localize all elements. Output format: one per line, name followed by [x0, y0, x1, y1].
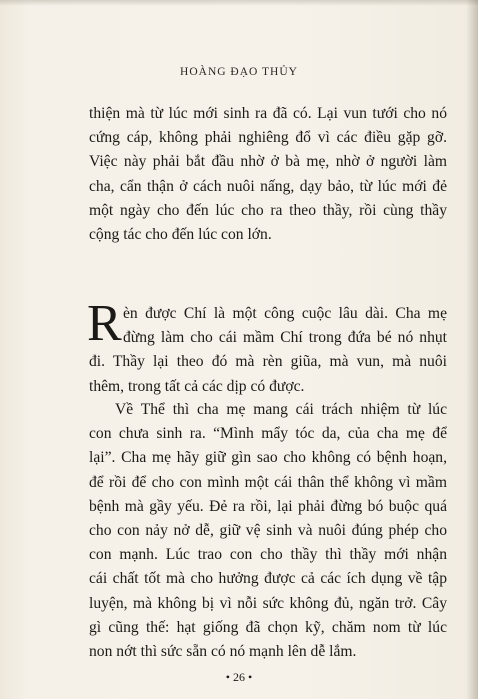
text-line: con mạnh. Lúc trao con cho thầy thì thầy mới nhận [89, 546, 447, 564]
page-top-shadow [0, 0, 478, 6]
paragraph-2 [87, 295, 447, 399]
text-line: con chưa sinh ra. “Mình mẩy tóc da, của cha mẹ để [89, 425, 447, 443]
text-line: cộng tác cho đến lúc con lớn. [89, 226, 272, 244]
running-header: HOÀNG ĐẠO THỦY [180, 66, 298, 78]
text-line: cha, cẩn thận ở cách nuôi nấng, dạy bảo, từ lúc mới đẻ [89, 177, 447, 195]
text-line: èn được Chí là một công cuộc lâu dài. Cha mẹ [123, 305, 447, 322]
text-line: để rồi để cho con mình một cái thân thể không vì mầm [89, 473, 447, 491]
text-line: đi. Thầy lại theo đó mà rèn giũa, mà vun, mà nuôi [89, 353, 447, 371]
page-right-shadow [466, 0, 478, 699]
text-line: thiện mà từ lúc mới sinh ra đã có. Lại vun tưới cho nó [89, 105, 447, 122]
text-line: đừng làm cho cái mầm Chí trong đứa bé nó nhụt [123, 329, 447, 347]
text-line: cái chất tốt mà cho hưởng được cả các ích dụng về tập [89, 570, 447, 588]
text-line: non nớt thì sức sẵn có nó mạnh lên dễ lắm. [89, 643, 357, 661]
paragraph-3 [89, 398, 447, 664]
text-line: Việc này phải bắt đầu nhờ ở bà mẹ, nhờ ở người làm [89, 153, 447, 171]
paragraph-1 [89, 102, 447, 247]
text-line: thêm, trong tất cả các dịp có được. [89, 377, 305, 395]
text-line: Về Thể thì cha mẹ mang cái trách nhiệm từ lúc [115, 401, 447, 418]
text-line: một ngày cho đến lúc cho ra theo thầy, rồi cùng thầy [89, 201, 447, 219]
text-line: luyện, mà không bị vì nỗi sức không đủ, ngăn trở. Cây [89, 594, 447, 612]
text-line: lại”. Cha mẹ hãy giữ gìn sao cho không có bệnh hoạn, [89, 449, 447, 467]
text-line: bệnh mà gầy yếu. Đẻ ra rồi, lại phải đừng bó buộc quá [89, 497, 447, 515]
text-line: cứng cáp, không phải nghiêng đổ vì các điều gặp gỡ. [89, 129, 447, 147]
drop-cap: R [87, 295, 122, 352]
text-line: gì cũng thế: hạt giống đã chọn kỹ, chăm nom từ lúc [89, 618, 447, 636]
page-number: • 26 • [225, 670, 253, 684]
text-line: cho con nảy nở dễ, giữ vệ sinh và nuôi đúng phép cho [89, 522, 447, 540]
